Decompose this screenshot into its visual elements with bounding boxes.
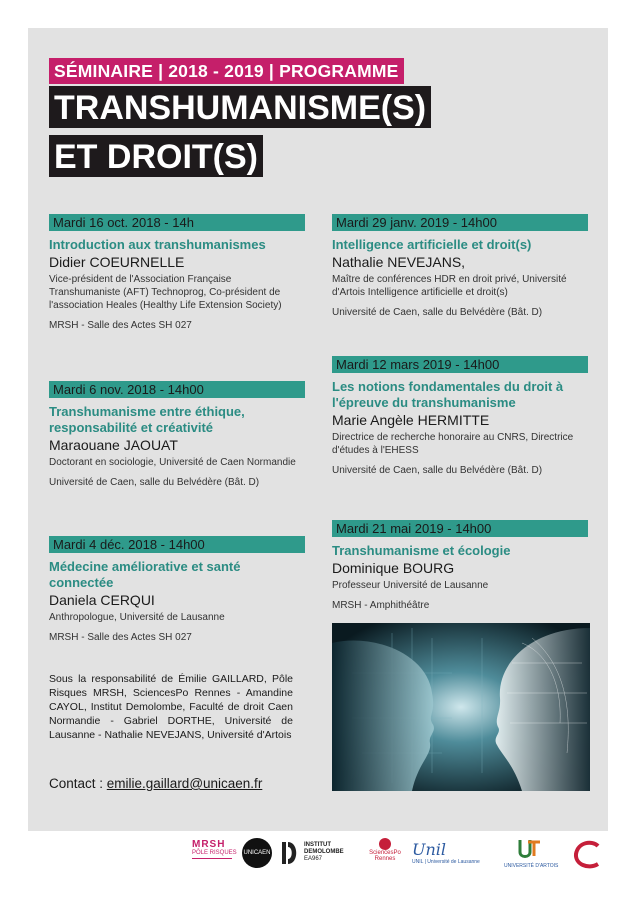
sciencespo-emblem-icon [379, 838, 391, 850]
speaker-description: Professeur Université de Lausanne [332, 580, 489, 591]
seminar-kicker: SÉMINAIRE | 2018 - 2019 | PROGRAMME [49, 58, 404, 84]
session-location: Université de Caen, salle du Belvédère (Bât. D) [332, 307, 543, 318]
session-6 [332, 520, 588, 612]
demolombe-mark-icon [282, 842, 300, 864]
session-location: MRSH - Salle des Actes SH 027 [49, 320, 192, 331]
session-speaker: Daniela CERQUI [49, 592, 155, 608]
session-speaker: Maraouane JAOUAT [49, 437, 178, 453]
artois-mark-icon [516, 838, 542, 858]
partner-logos [190, 836, 610, 880]
session-date: Mardi 29 janv. 2019 - 14h00 [332, 214, 588, 231]
droit-logo [572, 840, 604, 870]
session-title: Introduction aux transhumanismes [49, 237, 266, 252]
session-speaker: Didier COEURNELLE [49, 254, 185, 270]
poster-title-line1: TRANSHUMANISME(S) [49, 86, 431, 128]
session-speaker: Nathalie NEVEJANS, [332, 254, 466, 270]
session-4 [332, 214, 588, 319]
session-title: Les notions fondamentales du droit à l'épreuve du transhumanisme [332, 379, 564, 410]
contact-label: Contact : [49, 776, 107, 791]
session-date: Mardi 6 nov. 2018 - 14h00 [49, 381, 305, 398]
session-title: Transhumanisme entre éthique, responsabilité et créativité [49, 404, 245, 435]
speaker-description: Maître de conférences HDR en droit privé, Université d'Artois Intelligence artificielle et droit(s) [332, 274, 567, 298]
session-location: Université de Caen, salle du Belvédère (Bât. D) [49, 477, 260, 488]
responsibility-text: Sous la responsabilité de Émilie GAILLARD, Pôle Risques MRSH, SciencesPo Rennes - Amandine CAYOL, Institut Demolombe, Faculté de droit Caen Normandie - Gabriel DORTHE, Université de Lausanne - Nathalie NEVEJANS, Université d'Artois [49, 673, 293, 741]
unil-logo: Unil UNIL | Université de Lausanne [412, 840, 480, 865]
transhuman-faces-image [332, 623, 590, 791]
demolombe-logo: INSTITUT DEMOLOMBE EA967 [282, 842, 344, 863]
session-date: Mardi 4 déc. 2018 - 14h00 [49, 536, 305, 553]
speaker-description: Directrice de recherche honoraire au CNRS, Directrice d'études à l'EHESS [332, 432, 574, 456]
session-speaker: Dominique BOURG [332, 560, 455, 576]
contact-line [49, 776, 262, 791]
speaker-description: Vice-président de l'Association Française Transhumaniste (AFT) Technoprog, Co-président de l'association Heales (Healthy Life Extension Society) [49, 274, 282, 311]
session-date: Mardi 16 oct. 2018 - 14h [49, 214, 305, 231]
poster-title-line2: ET DROIT(S) [49, 135, 263, 177]
session-date: Mardi 12 mars 2019 - 14h00 [332, 356, 588, 373]
speaker-description: Anthropologue, Université de Lausanne [49, 612, 225, 623]
droit-emblem-icon [572, 840, 604, 870]
session-title: Intelligence artificielle et droit(s) [332, 237, 532, 252]
sciencespo-logo: SciencesPo Rennes [368, 838, 402, 862]
session-location: Université de Caen, salle du Belvédère (Bât. D) [332, 465, 543, 476]
artois-logo: UNIVERSITÉ D'ARTOIS [504, 838, 554, 869]
faces-illustration [332, 623, 590, 791]
session-5 [332, 356, 588, 477]
speaker-description: Doctorant en sociologie, Université de Caen Normandie [49, 457, 296, 468]
session-title: Médecine améliorative et santé connectée [49, 559, 241, 590]
unicaen-logo: UNICAEN [242, 838, 272, 868]
contact-email-link[interactable]: emilie.gaillard@unicaen.fr [106, 776, 263, 791]
session-speaker: Marie Angèle HERMITTE [332, 412, 490, 428]
session-location: MRSH - Salle des Actes SH 027 [49, 632, 192, 643]
mrsh-logo: MRSH PÔLE RISQUES [192, 839, 238, 869]
session-2 [49, 381, 305, 489]
session-location: MRSH - Amphithéâtre [332, 600, 430, 611]
session-date: Mardi 21 mai 2019 - 14h00 [332, 520, 588, 537]
session-1 [49, 214, 305, 332]
session-3 [49, 536, 305, 644]
session-title: Transhumanisme et écologie [332, 543, 511, 558]
